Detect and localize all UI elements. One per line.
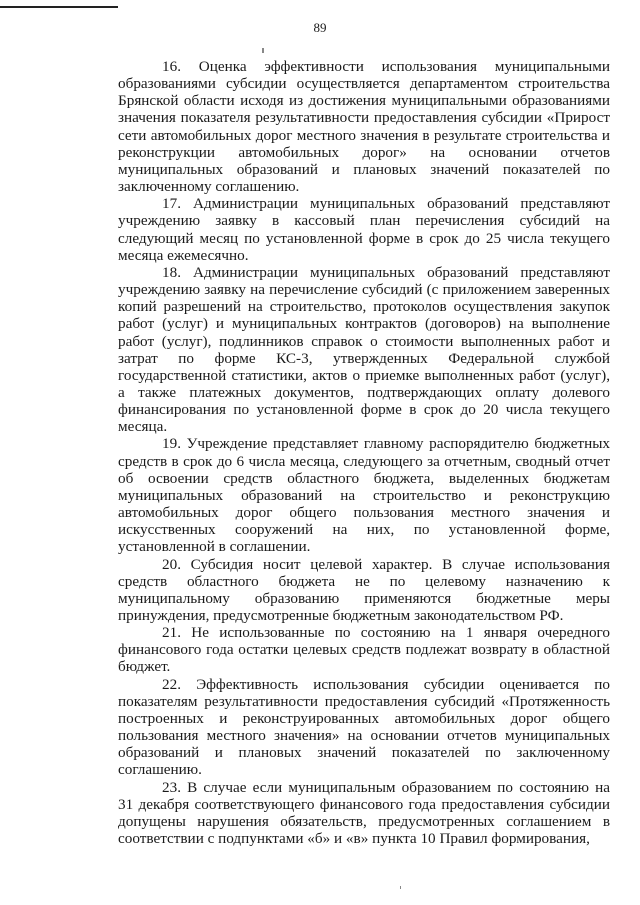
scan-mark bbox=[262, 48, 264, 53]
paragraph-17: 17. Администрации муниципальных образований представляют учреждению заявку в кассовый план перечисления субсидий на следующий месяц по установленной форме в срок до 25 числа текущего месяца ежемесячно. bbox=[118, 195, 610, 264]
paragraph-20: 20. Субсидия носит целевой характер. В случае использования средств областного бюджета не по целевому назначению к муниципальному образованию применяются бюджетные меры принуждения, предусмотренные бюджетным законодательством РФ. bbox=[118, 555, 610, 624]
paragraph-18: 18. Администрации муниципальных образований представляют учреждению заявку на перечисление субсидий (с приложением заверенных копий разрешений на строительство, протоколов осуществления закупок работ (услуг) и муниципальных контрактов (договоров) на выполнение работ (услуг), подлинников справок о стоимости выполненных работ и затрат по форме КС-3, утвержденных Федеральной службой государственной статистики, актов о приемке выполненных работ (услуг), а также платежных документов, подтверждающих оплату долевого финансирования по установленной форме в срок до 20 числа текущего месяца. bbox=[118, 263, 610, 436]
paragraph-23: 23. В случае если муниципальным образованием по состоянию на 31 декабря соответствующего финансового года предоставления субсидии допущены нарушения обязательств, предусмотренных соглашением в соответствии с подпунктами «б» и «в» пункта 10 Правил формирования, bbox=[118, 778, 610, 848]
paragraph-16: 16. Оценка эффективности использования муниципальными образованиями субсидии осуществляется департаментом строительства Брянской области исходя из достижения муниципальными образованиями значения показателя результативности предоставления субсидии «Прирост сети автомобильных дорог местного значения в результате строительства и реконструкции автомобильных дорог» на основании отчетов муниципальных образований и плановых значений показателей по заключенному соглашению. bbox=[118, 58, 610, 196]
paragraph-19: 19. Учреждение представляет главному распорядителю бюджетных средств в срок до 6 числа месяца, следующего за отчетным, сводный отчет об освоении средств областного бюджета, выделенных бюджетам муниципальных образований на строительство и реконструкцию автомобильных дорог общего пользования местного значения и искусственных сооружений на них, по установленной форме, установленной в соглашении. bbox=[118, 435, 610, 556]
top-rule bbox=[0, 6, 118, 8]
paragraph-21: 21. Не использованные по состоянию на 1 января очередного финансового года остатки целевых средств подлежат возврату в областной бюджет. bbox=[118, 624, 610, 676]
page-number: 89 bbox=[313, 20, 327, 35]
scan-mark bbox=[400, 886, 401, 889]
paragraph-22: 22. Эффективность использования субсидии оценивается по показателям результативности предоставления субсидий «Протяженность построенных и реконструированных автомобильных дорог общего пользования местного значения» на основании отчетов муниципальных образований и плановых значений показателей по заключенному соглашению. bbox=[118, 675, 610, 779]
document-body bbox=[118, 58, 610, 847]
